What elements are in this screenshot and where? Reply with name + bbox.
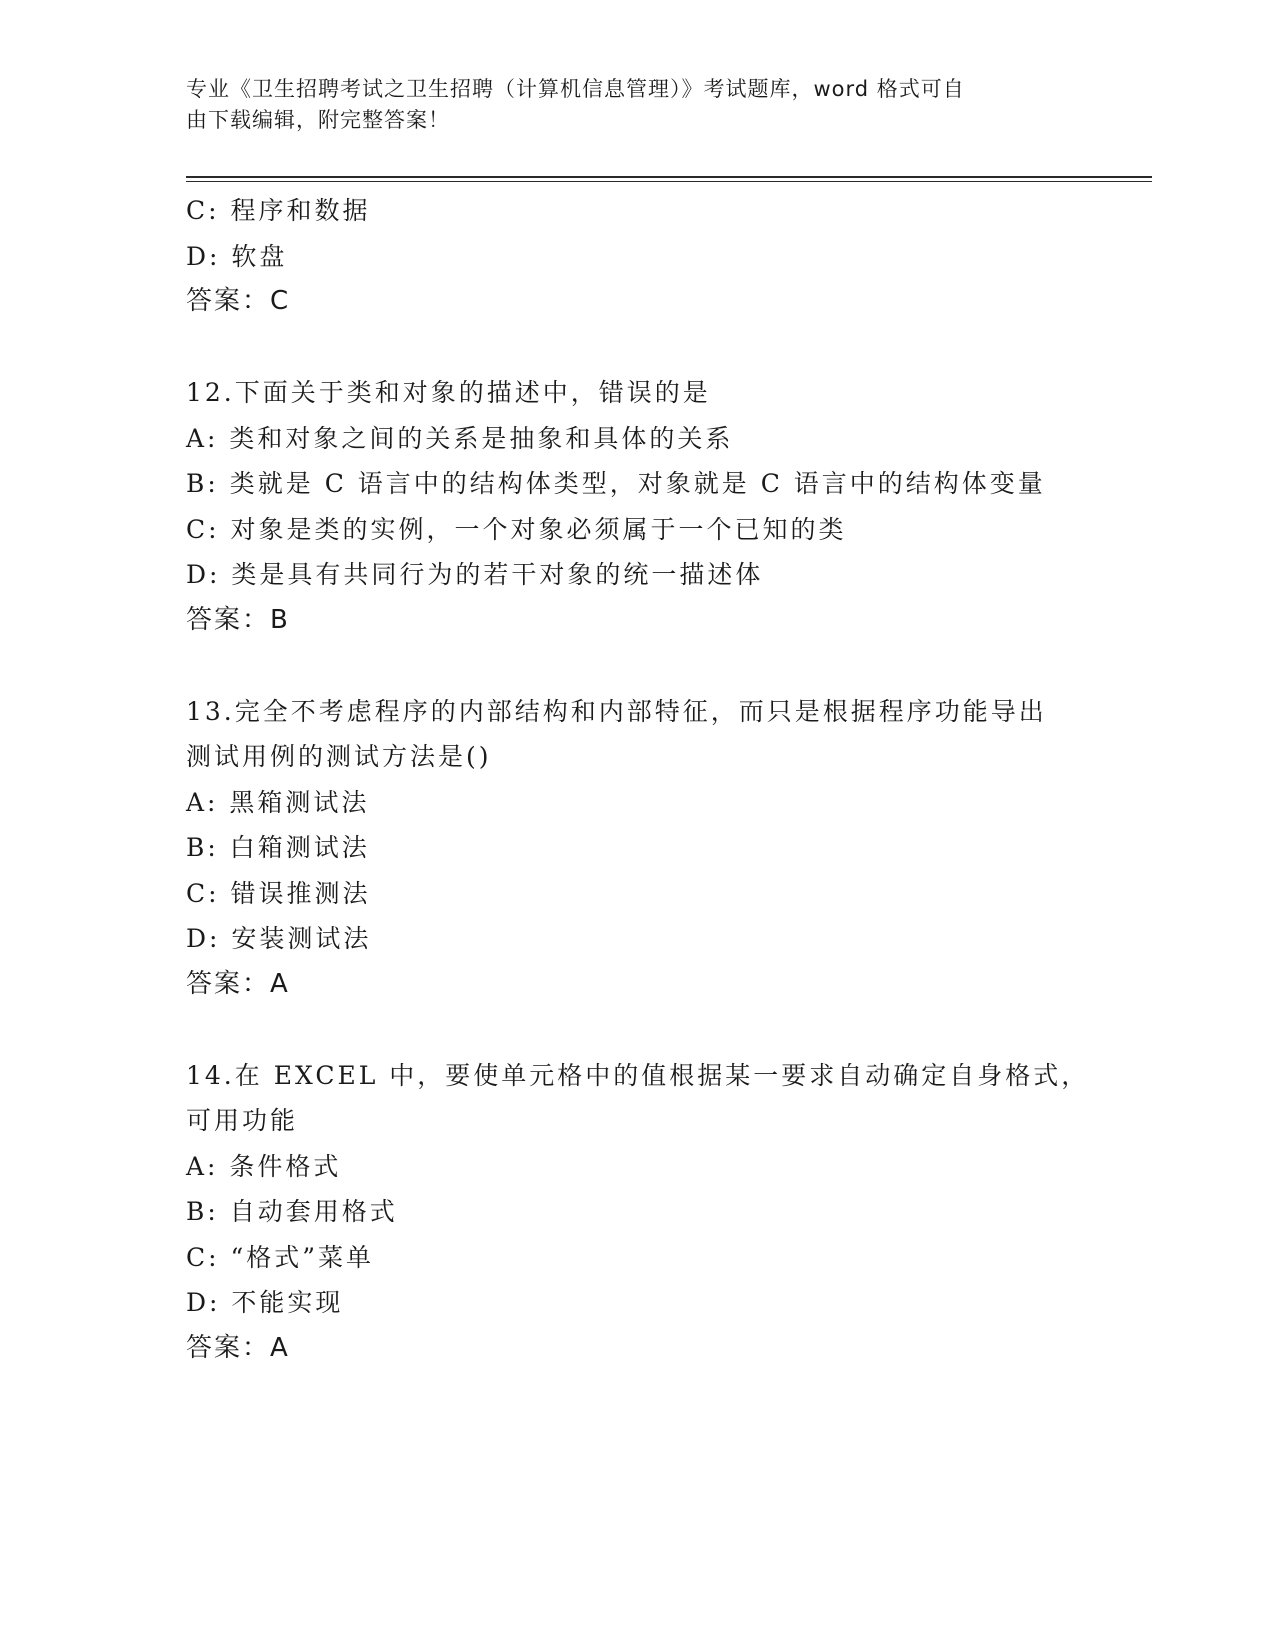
answer-line: 答案：B <box>186 604 290 635</box>
question-14 <box>186 1053 1090 1372</box>
answer-line: 答案：A <box>186 968 290 999</box>
question-12 <box>186 370 1086 643</box>
option-a: A: 类和对象之间的关系是抽象和具体的关系 <box>186 423 734 453</box>
question-11-tail <box>186 188 1086 325</box>
option-d: D: 软盘 <box>186 241 288 271</box>
spacer <box>186 325 1086 371</box>
option-c: C: 错误推测法 <box>186 878 371 908</box>
question-13 <box>186 689 1086 1008</box>
question-stem-line-2: 可用功能 <box>186 1106 299 1135</box>
question-list <box>186 188 1090 1371</box>
option-d: D: 类是具有共同行为的若干对象的统一描述体 <box>186 560 764 589</box>
question-stem-line-2: 测试用例的测试方法是() <box>186 742 492 771</box>
option-c: C: 对象是类的实例，一个对象必须属于一个已知的类 <box>186 514 847 544</box>
question-stem-line-1: 14.在 EXCEL 中，要使单元格中的值根据某一要求自动确定自身格式， <box>186 1060 1090 1090</box>
header-divider-thin <box>186 181 1152 182</box>
option-a: A: 条件格式 <box>186 1151 342 1181</box>
option-b: B: 类就是 C 语言中的结构体类型，对象就是 C 语言中的结构体变量 <box>186 469 1046 498</box>
option-d: D: 安装测试法 <box>186 924 372 953</box>
answer-line: 答案：A <box>186 1332 290 1363</box>
header-line-1: 专业《卫生招聘考试之卫生招聘（计算机信息管理）》考试题库，word 格式可自 <box>186 77 965 101</box>
option-c: C: 程序和数据 <box>186 196 371 225</box>
option-a: A: 黑箱测试法 <box>186 787 370 817</box>
spacer <box>186 643 1086 689</box>
document-header <box>186 74 1066 136</box>
question-stem: 12.下面关于类和对象的描述中，错误的是 <box>186 378 711 407</box>
answer-line: 答案：C <box>186 286 291 316</box>
option-c: C: “格式”菜单 <box>186 1242 375 1272</box>
header-line-2: 由下载编辑，附完整答案！ <box>186 108 450 132</box>
header-divider-thick <box>186 176 1152 178</box>
option-b: B: 自动套用格式 <box>186 1197 398 1226</box>
question-stem-line-1: 13.完全不考虑程序的内部结构和内部特征，而只是根据程序功能导出 <box>186 696 1047 726</box>
option-d: D: 不能实现 <box>186 1288 344 1317</box>
option-b: B: 白箱测试法 <box>186 833 370 862</box>
spacer <box>186 1007 1086 1053</box>
